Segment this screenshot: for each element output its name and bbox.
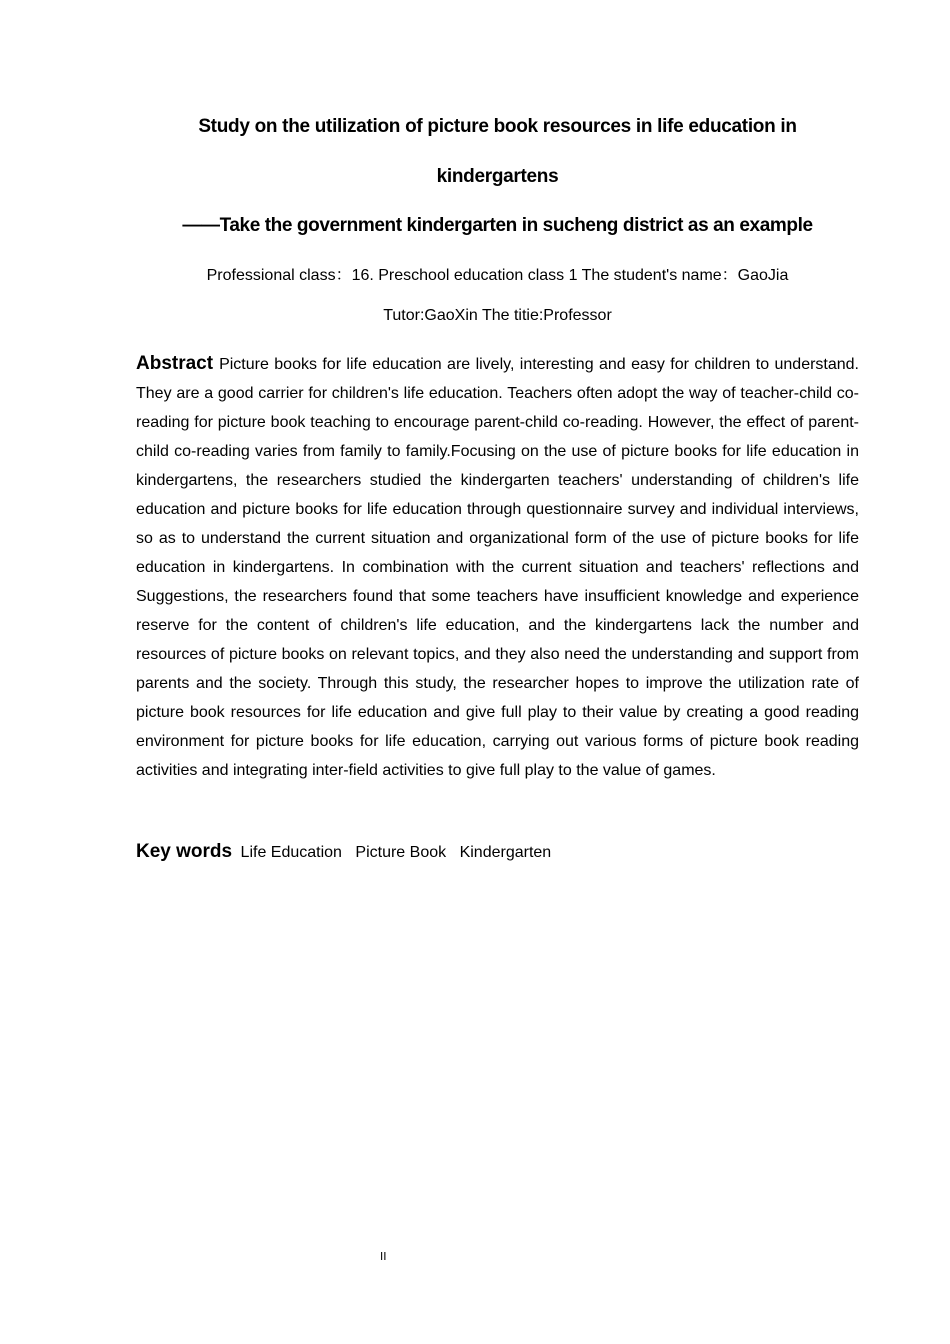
keyword-item: Life Education [240,844,342,861]
paper-title-line-2: kindergartens [436,166,559,187]
keyword-item: Picture Book [355,844,447,861]
abstract-text: Picture books for life education are lively, interesting and easy for children to understand. They are a good carrier for children's life education. Teachers often adopt the way of teacher-child co-reading for picture book teaching to encourage parent-child co-reading. However, the effect of parent-child co-reading varies from family to family.Focusing on the use of picture books for life education in kindergartens, the researchers studied the kindergarten teachers' understanding of children's life education and picture books for life education through questionnaire survey and individual interviews, so as to understand the current situation and organizational form of the use of picture books for life education in kindergartens. In combination with the current situation and teachers' reflections and Suggestions, the researchers found that some teachers have insufficient knowledge and experience reserve for the content of children's life education, and the kindergartens lack the number and resources of picture books on relevant topics, and they also need the understanding and support from parents and the society. Through this study, the researcher hopes to improve the utilization rate of picture book resources for life education and give full play to their value by creating a good reading environment for picture books for life education, carrying out various forms of picture book reading activities and integrating inter-field activities to give full play to the value of games. [136,356,859,779]
tutor-info: Tutor:GaoXin The titie:Professor [383,307,612,324]
paper-subtitle: ——Take the government kindergarten in sucheng district as an example [182,215,813,236]
keywords-label: Key words [136,841,233,862]
abstract-label: Abstract [136,353,214,374]
page-number: II [380,1250,387,1263]
abstract-paragraph [136,349,859,785]
keyword-item: Kindergarten [459,844,552,861]
student-info: Professional class：16. Preschool education class 1 The student's name：GaoJia [206,267,789,284]
keywords-line [136,841,551,863]
paper-title-line-1: Study on the utilization of picture book resources in life education in [198,116,797,137]
